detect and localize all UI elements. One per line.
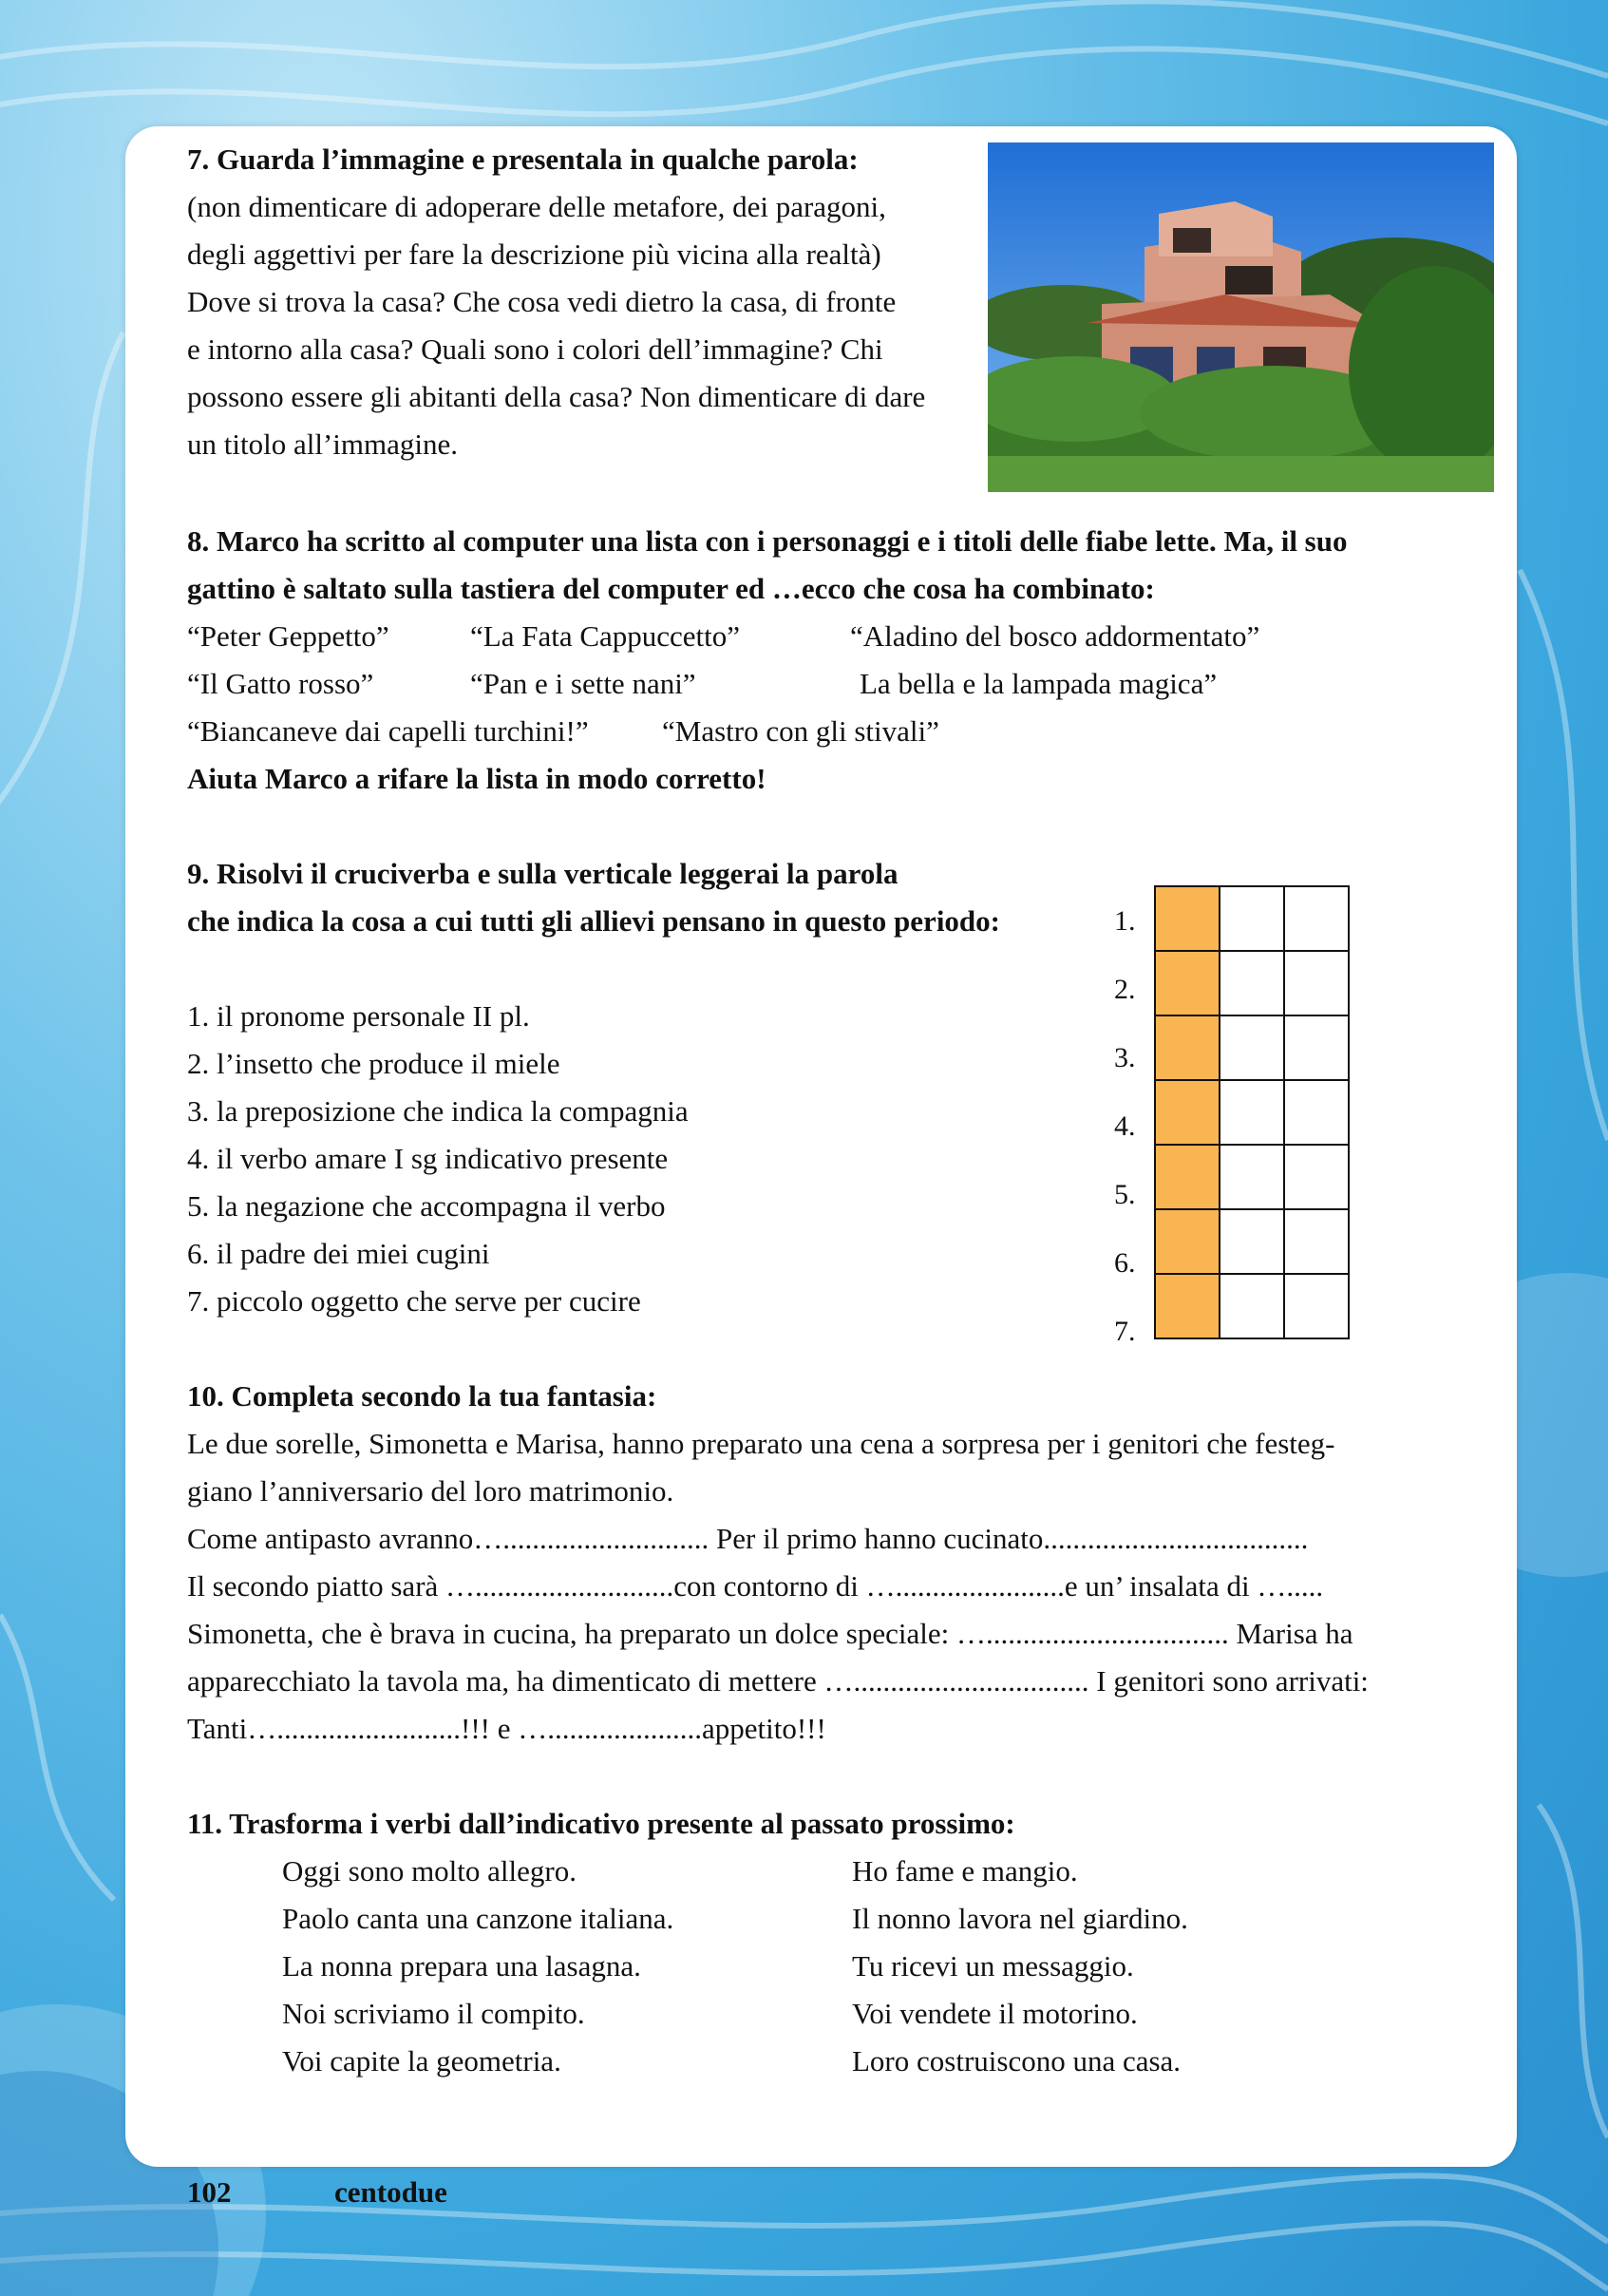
crossword-clue: 6. il padre dei miei cugini <box>187 1237 490 1270</box>
crossword-cell-key[interactable] <box>1154 950 1220 1016</box>
crossword-cell[interactable] <box>1219 1273 1285 1339</box>
exercise-9-title: che indica la cosa a cui tutti gli allievi pensano in questo periodo: <box>187 904 1000 938</box>
exercise-11-title: 11. Trasforma i verbi dall’indicativo presente al passato prossimo: <box>187 1807 1015 1840</box>
crossword-clue: 3. la preposizione che indica la compagnia <box>187 1094 689 1128</box>
sentence-right: Tu ricevi un messaggio. <box>852 1949 1134 1983</box>
list-item: “La Fata Cappuccetto” <box>470 619 741 653</box>
exercise-8-title: 8. Marco ha scritto al computer una lista con i personaggi e i titoli delle fiabe lette. Ma, il suo <box>187 524 1348 558</box>
crossword-cell[interactable] <box>1283 1015 1350 1081</box>
grid-row-number: 5. <box>1114 1179 1136 1210</box>
crossword-cell[interactable] <box>1219 885 1285 952</box>
exercise-10-line: giano l’anniversario del loro matrimonio. <box>187 1474 674 1508</box>
crossword-cell[interactable] <box>1219 1208 1285 1275</box>
grid-row-number: 7. <box>1114 1316 1136 1347</box>
crossword-grid <box>1154 885 1348 1338</box>
crossword-cell[interactable] <box>1283 1079 1350 1146</box>
list-item: “Peter Geppetto” <box>187 619 389 653</box>
list-item: “Il Gatto rosso” <box>187 667 374 700</box>
list-item: “Pan e i sette nani” <box>470 667 696 700</box>
grid-row-number: 4. <box>1114 1110 1136 1142</box>
crossword-clue: 1. il pronome personale II pl. <box>187 999 530 1033</box>
list-item: La bella e la lampada magica” <box>860 667 1218 700</box>
crossword-clue: 2. l’insetto che produce il miele <box>187 1047 560 1080</box>
crossword-cell[interactable] <box>1283 1144 1350 1210</box>
page-number: 102 <box>187 2175 232 2209</box>
grid-row-number: 3. <box>1114 1042 1136 1073</box>
exercise-10-line: Simonetta, che è brava in cucina, ha preparato un dolce speciale: …................................. Marisa ha <box>187 1617 1353 1650</box>
crossword-cell-key[interactable] <box>1154 885 1220 952</box>
exercise-7-line: possono essere gli abitanti della casa? Non dimenticare di dare <box>187 380 926 413</box>
crossword-cell-key[interactable] <box>1154 1079 1220 1146</box>
crossword-cell[interactable] <box>1283 1273 1350 1339</box>
exercise-7-title: 7. Guarda l’immagine e presentala in qualche parola: <box>187 142 859 176</box>
page-number-word: centodue <box>334 2175 447 2209</box>
list-item: “Aladino del bosco addormentato” <box>850 619 1260 653</box>
crossword-cell-key[interactable] <box>1154 1273 1220 1339</box>
crossword-cell[interactable] <box>1283 885 1350 952</box>
crossword-clue: 4. il verbo amare I sg indicativo presente <box>187 1142 669 1175</box>
crossword-cell-key[interactable] <box>1154 1208 1220 1275</box>
exercise-7-line: un titolo all’immagine. <box>187 427 458 461</box>
exercise-10-title: 10. Completa secondo la tua fantasia: <box>187 1379 657 1413</box>
sentence-left: Voi capite la geometria. <box>282 2044 561 2078</box>
list-item: “Biancaneve dai capelli turchini!” <box>187 714 589 748</box>
crossword-cell[interactable] <box>1283 1208 1350 1275</box>
crossword-cell[interactable] <box>1219 950 1285 1016</box>
exercise-8-instruction: Aiuta Marco a rifare la lista in modo corretto! <box>187 762 766 795</box>
grid-row-number: 2. <box>1114 974 1136 1005</box>
crossword-cell[interactable] <box>1219 1015 1285 1081</box>
grid-row-number: 1. <box>1114 905 1136 937</box>
crossword-cell-key[interactable] <box>1154 1144 1220 1210</box>
exercise-7-line: Dove si trova la casa? Che cosa vedi dietro la casa, di fronte <box>187 285 897 318</box>
grid-row-number: 6. <box>1114 1247 1136 1279</box>
sentence-right: Voi vendete il motorino. <box>852 1997 1138 2030</box>
sentence-left: Paolo canta una canzone italiana. <box>282 1902 674 1935</box>
exercise-7-line: e intorno alla casa? Quali sono i colori dell’immagine? Chi <box>187 332 883 366</box>
exercise-10-line: Come antipasto avranno…............................ Per il primo hanno cucinato.................................... <box>187 1522 1309 1555</box>
exercise-10-line: Le due sorelle, Simonetta e Marisa, hanno preparato una cena a sorpresa per i genitori che festeg- <box>187 1427 1335 1460</box>
exercise-7-line: degli aggettivi per fare la descrizione più vicina alla realtà) <box>187 237 881 271</box>
sentence-left: Oggi sono molto allegro. <box>282 1854 577 1888</box>
exercise-10-line: Il secondo piatto sarà …...........................con contorno di ….......................e un’ insalata di …..... <box>187 1569 1324 1603</box>
exercise-9-title: 9. Risolvi il cruciverba e sulla verticale leggerai la parola <box>187 857 899 890</box>
list-item: “Mastro con gli stivali” <box>662 714 939 748</box>
house-photo <box>988 142 1494 492</box>
crossword-cell-key[interactable] <box>1154 1015 1220 1081</box>
sentence-right: Il nonno lavora nel giardino. <box>852 1902 1188 1935</box>
exercise-7-line: (non dimenticare di adoperare delle metafore, dei paragoni, <box>187 190 886 223</box>
sentence-left: Noi scriviamo il compito. <box>282 1997 585 2030</box>
crossword-clue: 7. piccolo oggetto che serve per cucire <box>187 1284 641 1318</box>
sentence-right: Loro costruiscono una casa. <box>852 2044 1182 2078</box>
sentence-right: Ho fame e mangio. <box>852 1854 1078 1888</box>
sentence-left: La nonna prepara una lasagna. <box>282 1949 641 1983</box>
exercise-8-title: gattino è saltato sulla tastiera del computer ed …ecco che cosa ha combinato: <box>187 572 1155 605</box>
crossword-cell[interactable] <box>1219 1144 1285 1210</box>
exercise-10-line: apparecchiato la tavola ma, ha dimenticato di mettere …................................ I genitori sono arrivati: <box>187 1664 1369 1698</box>
exercise-10-line: Tanti….........................!!! e ….....................appetito!!! <box>187 1712 826 1745</box>
crossword-clue: 5. la negazione che accompagna il verbo <box>187 1189 666 1223</box>
crossword-cell[interactable] <box>1219 1079 1285 1146</box>
crossword-cell[interactable] <box>1283 950 1350 1016</box>
